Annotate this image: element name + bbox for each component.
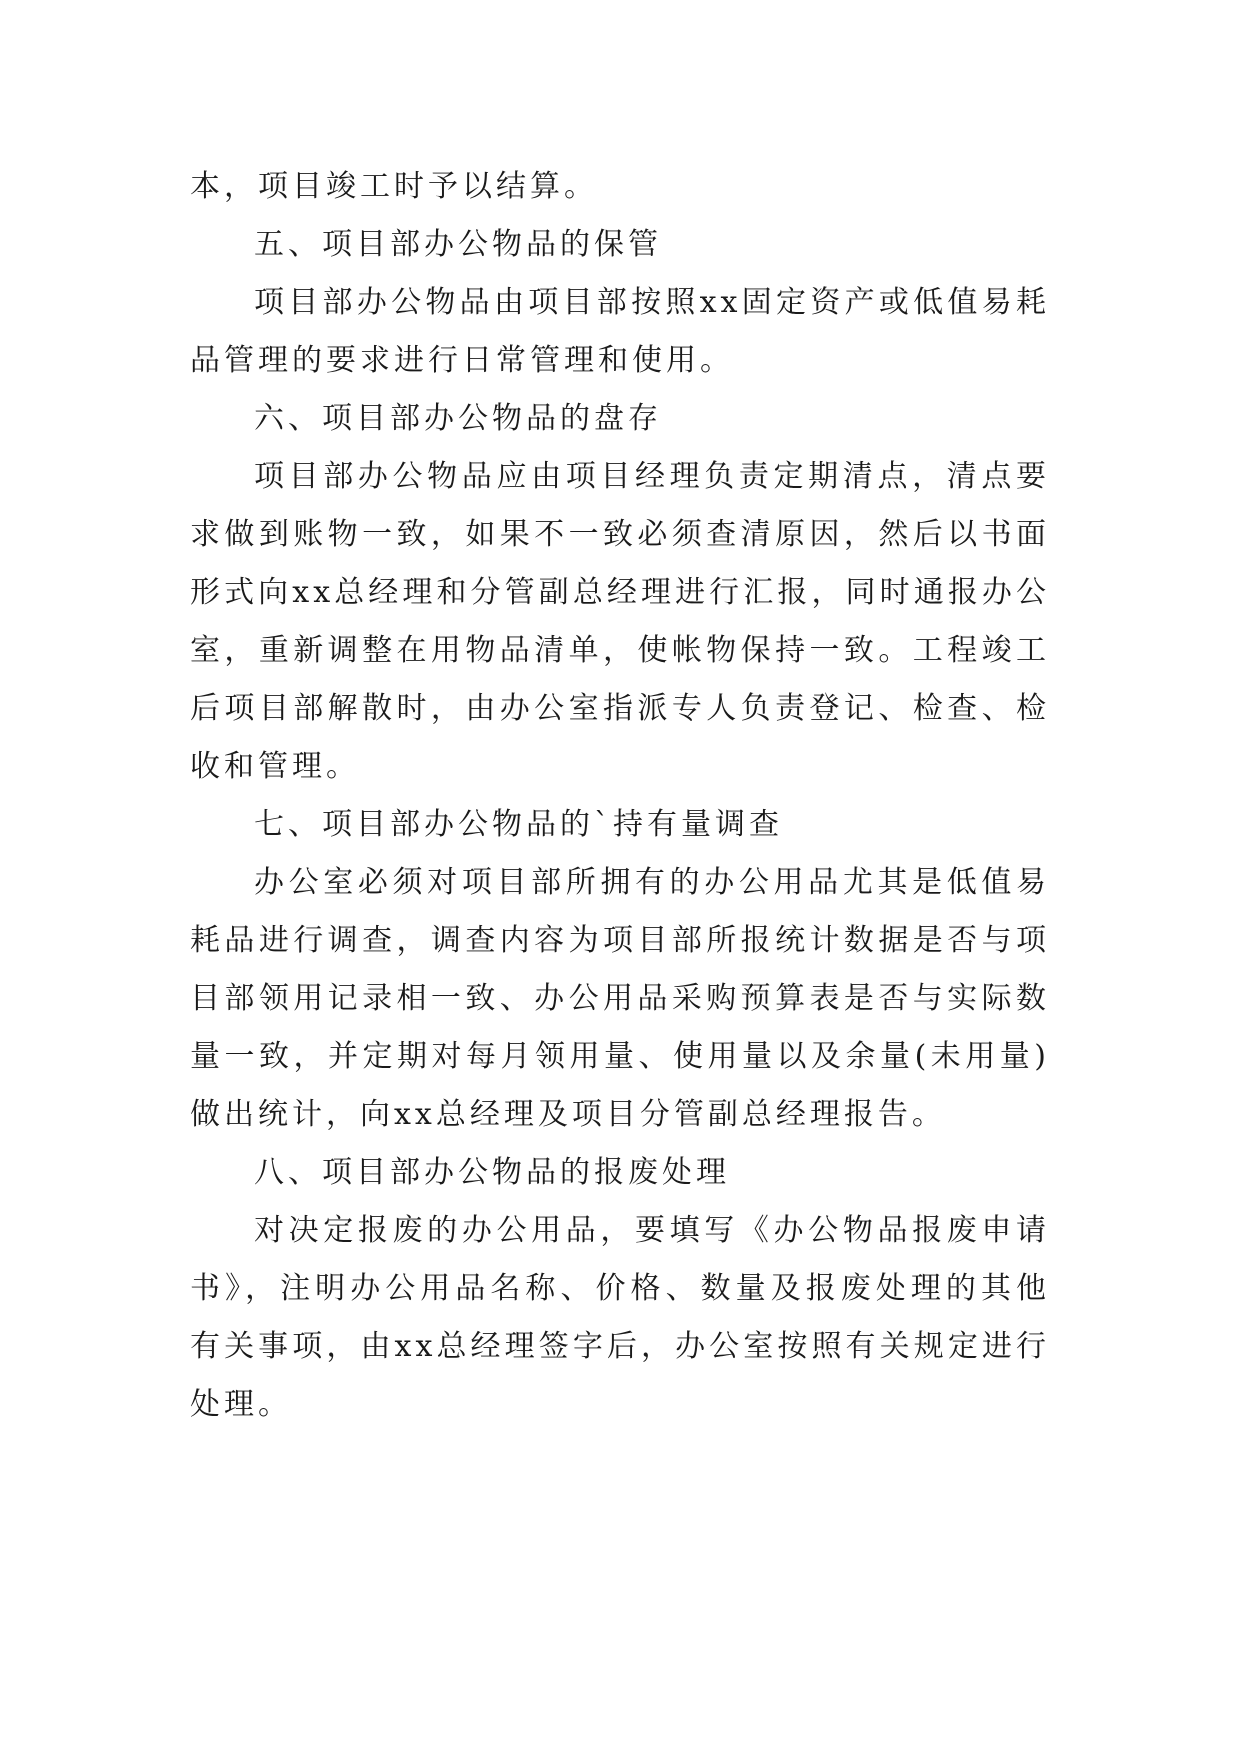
section-heading-8: 八、项目部办公物品的报废处理 [254, 1155, 730, 1190]
paragraph-inventory: 项目部办公物品应由项目经理负责定期清点，清点要求做到账物一致，如果不一致必须查清原因，然后以书面形式向xx总经理和分管副总经理进行汇报，同时通报办公室，重新调整在用物品清单，使帐物保持一致。工程竣工后项目部解散时，由办公室指派专人负责登记、检查、检收和管理。 [190, 459, 1050, 784]
paragraph-storage: 项目部办公物品由项目部按照xx固定资产或低值易耗品管理的要求进行日常管理和使用。 [190, 285, 1050, 378]
document-body [190, 158, 1050, 1434]
section-heading-6: 六、项目部办公物品的盘存 [254, 401, 662, 436]
paragraph-holdings-survey: 办公室必须对项目部所拥有的办公用品尤其是低值易耗品进行调查，调查内容为项目部所报统计数据是否与项目部领用记录相一致、办公用品采购预算表是否与实际数量一致，并定期对每月领用量、使用量以及余量(未用量)做出统计，向xx总经理及项目分管副总经理报告。 [190, 865, 1050, 1132]
section-heading-7: 七、项目部办公物品的`持有量调查 [254, 807, 783, 842]
paragraph-disposal: 对决定报废的办公用品，要填写《办公物品报废申请书》，注明办公用品名称、价格、数量及报废处理的其他有关事项，由xx总经理签字后，办公室按照有关规定进行处理。 [190, 1213, 1050, 1422]
section-heading-5: 五、项目部办公物品的保管 [254, 227, 662, 262]
paragraph-continuation: 本，项目竣工时予以结算。 [190, 169, 598, 204]
